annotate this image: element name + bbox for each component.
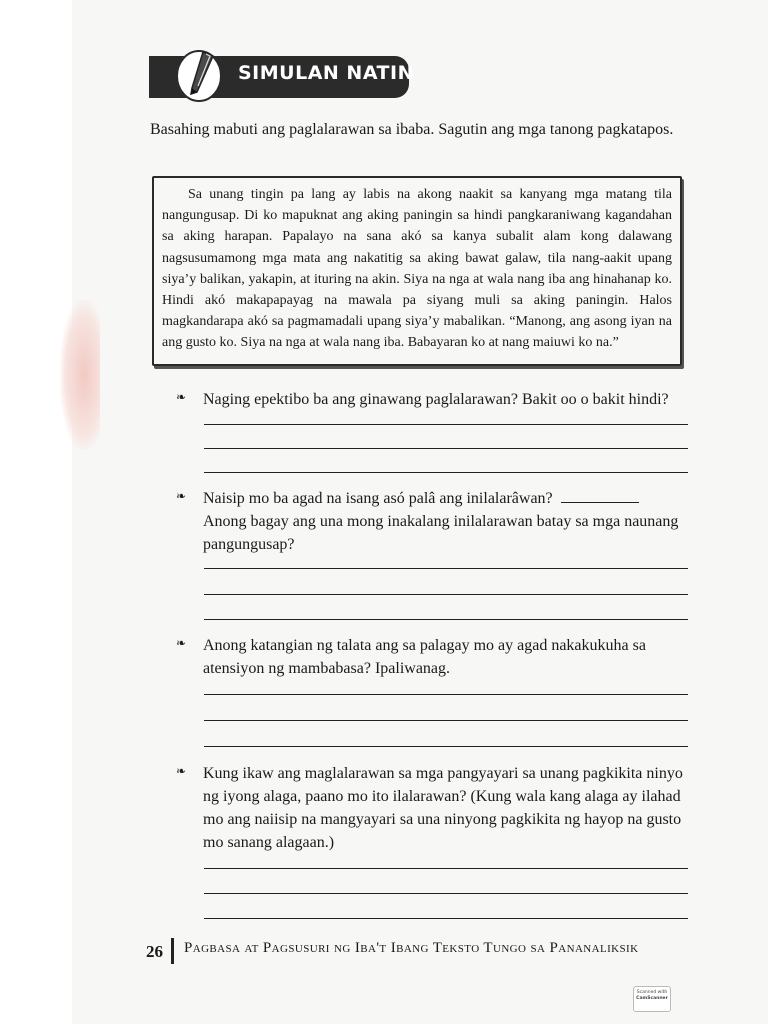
answer-line[interactable] bbox=[204, 746, 688, 747]
answer-line[interactable] bbox=[204, 868, 688, 869]
answer-line[interactable] bbox=[204, 448, 688, 449]
fleuron-bullet-icon: ❧ bbox=[176, 636, 187, 650]
answer-line[interactable] bbox=[204, 694, 688, 695]
answer-line[interactable] bbox=[204, 472, 688, 473]
question-3 bbox=[176, 634, 688, 680]
fleuron-bullet-icon: ❧ bbox=[176, 489, 187, 503]
question-2-text-a: Naisip mo ba agad na isang asó palâ ang inilalarâwan? bbox=[203, 490, 553, 507]
section-title: SIMULAN NATIN bbox=[238, 62, 414, 84]
question-1-text: Naging epektibo ba ang ginawang paglalarawan? Bakit oo o bakit hindi? bbox=[203, 391, 669, 408]
answer-line[interactable] bbox=[204, 424, 688, 425]
book-title: Pagbasa at Pagsusuri ng Iba't Ibang Teksto Tungo sa Pananaliksik bbox=[184, 940, 639, 956]
passage-box bbox=[152, 176, 682, 366]
answer-line[interactable] bbox=[204, 568, 688, 569]
inline-answer-blank[interactable] bbox=[561, 502, 639, 503]
footer-divider bbox=[171, 938, 174, 964]
scan-finger-shadow bbox=[60, 300, 100, 450]
question-4 bbox=[176, 762, 688, 854]
answer-line[interactable] bbox=[204, 893, 688, 894]
passage-text: Sa unang tingin pa lang ay labis na akong naakit sa kanyang mga matang tila nangungusap. Di ko mapuknat ang aking paningin sa hindi pangkaraniwang kagandahan sa aking harapan. Papalayo na sana akó sa kanya subalit alam kong dalawang nagsusumamong mga mata ang nakatitig sa aking bawat galaw, tila nang-aakit upang siya’y balikan, yakapin, at ituring na akin. Siya na nga at wala nang iba ang hinahanap ko. Hindi akó makapapayag na mawala pa siyang muli sa aking paningin. Halos magkandarapa akó sa pagmamadali upang siya’y mabalikan. “Manong, ang asong iyan na ang gusto ko. Siya na nga at wala nang iba. Babayaran ko at nang maiuwi ko na.” bbox=[162, 187, 672, 351]
answer-line[interactable] bbox=[204, 918, 688, 919]
answer-line[interactable] bbox=[204, 720, 688, 721]
scanner-line-2: CamScanner bbox=[636, 996, 668, 1001]
scanner-line-1: Scanned with bbox=[636, 990, 668, 995]
question-2-text-b: Anong bagay ang una mong inakalang inilalarawan batay sa mga naunang pangungusap? bbox=[203, 513, 679, 553]
question-1 bbox=[176, 388, 688, 411]
instructions: Basahing mabuti ang paglalarawan sa ibaba. Sagutin ang mga tanong pagkatapos. bbox=[150, 121, 674, 138]
fleuron-bullet-icon: ❧ bbox=[176, 390, 187, 404]
answer-line[interactable] bbox=[204, 594, 688, 595]
page-number: 26 bbox=[146, 942, 163, 961]
question-2 bbox=[176, 487, 688, 556]
pen-nib-icon bbox=[173, 44, 225, 104]
camscanner-badge bbox=[633, 986, 671, 1012]
fleuron-bullet-icon: ❧ bbox=[176, 764, 187, 778]
answer-line[interactable] bbox=[204, 619, 688, 620]
question-3-text: Anong katangian ng talata ang sa palagay mo ay agad nakakukuha sa atensiyon ng mambabasa? Ipaliwanag. bbox=[203, 637, 646, 677]
question-4-text: Kung ikaw ang maglalarawan sa mga pangyayari sa unang pagkikita ninyo ng iyong alaga, paano mo ito ilalarawan? (Kung wala kang alaga ay ilahad mo ang naiisip na mangyayari sa una ninyong pagkikita ng hayop na gusto mo sanang alagaan.) bbox=[203, 765, 683, 851]
